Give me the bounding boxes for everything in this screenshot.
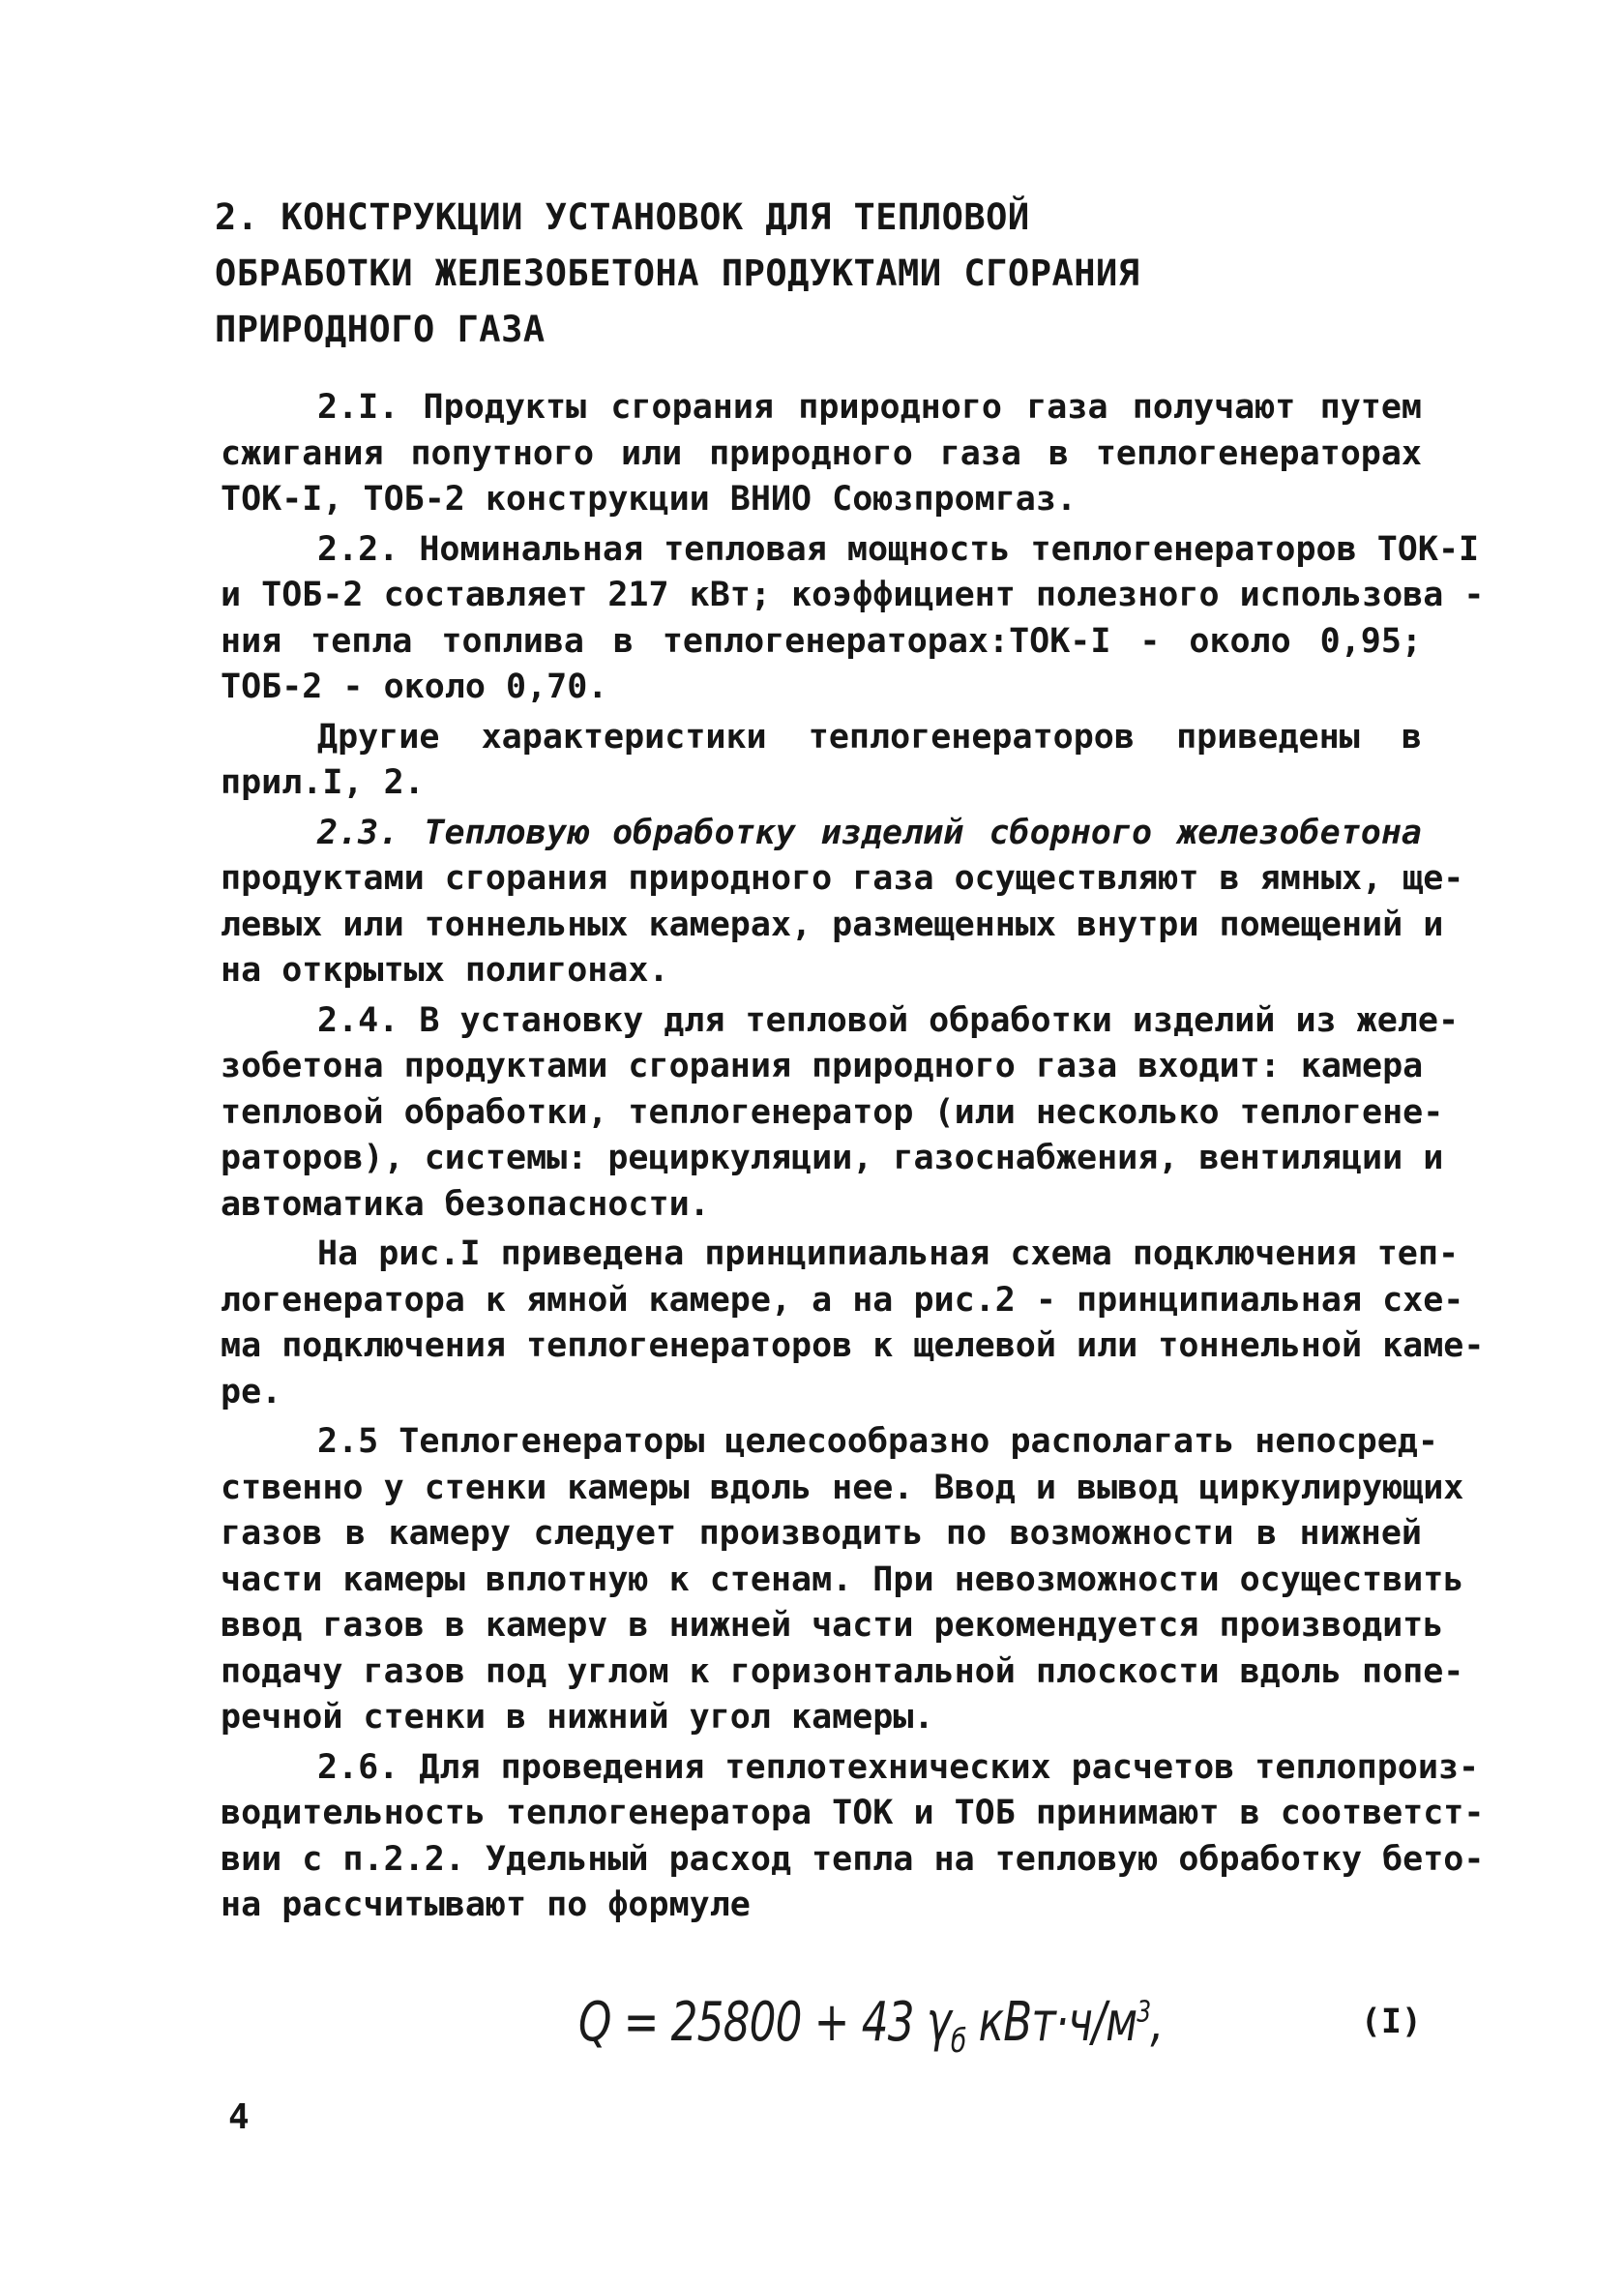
formula-tail: , bbox=[1150, 1991, 1164, 2054]
paragraph-line: 2.6. Для проведения теплотехнических расчетов теплопроиз- bbox=[317, 1747, 1480, 1787]
section-title-line: ПРИРОДНОГО ГАЗА bbox=[215, 309, 546, 350]
paragraph-line: на открытых полигонах. bbox=[221, 951, 669, 990]
paragraph bbox=[221, 1745, 1485, 1929]
heat-consumption-formula bbox=[578, 1991, 1164, 2061]
paragraph bbox=[221, 527, 1485, 711]
section-title bbox=[215, 190, 1472, 358]
paragraph-line: продуктами сгорания природного газа осуществляют в ямных, ще- bbox=[221, 859, 1464, 898]
paragraph-line: 2.5 Теплогенераторы целесообразно располагать непосред- bbox=[317, 1422, 1438, 1461]
paragraph-line: газов в камеру следует производить по возможности в нижней bbox=[221, 1514, 1422, 1553]
paragraph-line: Другие характеристики теплогенераторов приведены в bbox=[317, 717, 1422, 757]
paragraph-line: речной стенки в нижний угол камеры. bbox=[221, 1698, 934, 1737]
paragraph bbox=[221, 1232, 1485, 1415]
paragraph-line: 2.3. Тепловую обработку изделий сборного железобетона bbox=[317, 813, 1422, 852]
formula-row bbox=[221, 1991, 1422, 2068]
paragraph-line: 2.2. Номинальная тепловая мощность теплогенераторов ТОК-I bbox=[317, 529, 1480, 569]
formula-subscript: б bbox=[950, 2022, 966, 2062]
paragraph bbox=[221, 1419, 1464, 1741]
section-title-line: ОБРАБОТКИ ЖЕЛЕЗОБЕТОНА ПРОДУКТАМИ СГОРАНИЯ bbox=[215, 252, 1140, 294]
paragraph-line: раторов), системы: рециркуляции, газоснабжения, вентиляции и bbox=[221, 1139, 1444, 1177]
paragraph-line: зобетона продуктами сгорания природного газа входит: камера bbox=[221, 1047, 1424, 1085]
paragraph bbox=[221, 715, 1422, 807]
paragraph-line: прил.I, 2. bbox=[221, 763, 425, 802]
page-number: 4 bbox=[228, 2097, 250, 2137]
section-title-line: 2. КОНСТРУКЦИИ УСТАНОВОК ДЛЯ ТЕПЛОВОЙ bbox=[215, 196, 1030, 238]
formula-superscript: 3 bbox=[1137, 1995, 1151, 2030]
body-text bbox=[221, 385, 1485, 1933]
paragraph-line: водительность теплогенератора ТОК и ТОБ принимают в соответст- bbox=[221, 1794, 1485, 1832]
formula-main: Q = 25800 + 43 γ bbox=[578, 1991, 951, 2054]
paragraph-line: левых или тоннельных камерах, размещенных внутри помещений и bbox=[221, 905, 1444, 944]
paragraph bbox=[221, 385, 1422, 523]
formula-units: кВт·ч/м bbox=[965, 1991, 1137, 2054]
paragraph-line: части камеры вплотную к стенам. При невозможности осуществить bbox=[221, 1559, 1464, 1599]
paragraph-line: ТОБ-2 - около 0,70. bbox=[221, 668, 608, 706]
paragraph-line: ре. bbox=[221, 1372, 282, 1411]
paragraph-line: тепловой обработки, теплогенератор (или несколько теплогене- bbox=[221, 1092, 1444, 1132]
paragraph-line: 2.I. Продукты сгорания природного газа получают путем bbox=[317, 388, 1422, 427]
equation-number: (I) bbox=[1360, 2003, 1422, 2041]
paragraph-line: логенератора к ямной камере, а на рис.2 - принципиальная схе- bbox=[221, 1280, 1464, 1320]
paragraph-line: 2.4. В установку для тепловой обработки изделий из желе- bbox=[317, 1000, 1460, 1040]
paragraph-line: ма подключения теплогенераторов к щелевой или тоннельной каме- bbox=[221, 1326, 1485, 1365]
paragraph-line: на рассчитывают по формуле bbox=[221, 1886, 751, 1924]
paragraph-line: ния тепла топлива в теплогенераторах:ТОК-I - около 0,95; bbox=[221, 621, 1422, 661]
paragraph-line: На рис.I приведена принципиальная схема подключения теп- bbox=[317, 1234, 1460, 1273]
paragraph-line: подачу газов под углом к горизонтальной плоскости вдоль попе- bbox=[221, 1651, 1464, 1691]
paragraph-line: автоматика безопасности. bbox=[221, 1184, 710, 1224]
paragraph-line: ственно у стенки камеры вдоль нее. Ввод и вывод циркулирующих bbox=[221, 1468, 1464, 1507]
paragraph-line: и ТОБ-2 составляет 217 кВт; коэффициент полезного использова - bbox=[221, 576, 1485, 614]
paragraph-line: сжигания попутного или природного газа в теплогенераторах bbox=[221, 433, 1422, 473]
paragraph-line: ТОК-I, ТОБ-2 конструкции ВНИО Союзпромгаз. bbox=[221, 480, 1078, 519]
paragraph-line: ввод газов в камерv в нижней части рекомендуется производить bbox=[221, 1606, 1444, 1645]
paragraph bbox=[221, 998, 1460, 1229]
paragraph-line: вии с п.2.2. Удельный расход тепла на тепловую обработку бето- bbox=[221, 1839, 1485, 1879]
paragraph bbox=[221, 811, 1464, 995]
